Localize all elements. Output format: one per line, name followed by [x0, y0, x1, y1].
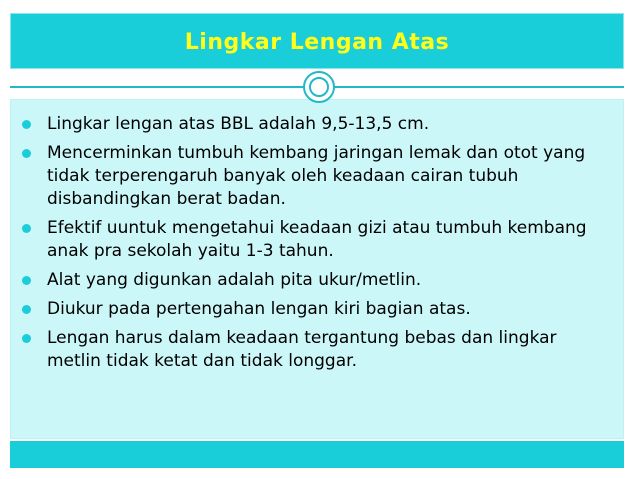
bullet-list — [20, 113, 610, 379]
bullet-text: Diukur pada pertengahan lengan kiri bagian atas. — [47, 299, 471, 319]
bullet-item — [20, 217, 610, 263]
bullet-item — [20, 269, 610, 292]
footer-bar — [10, 441, 624, 468]
bullet-dot-icon — [22, 276, 31, 285]
bullet-text: Alat yang digunkan adalah pita ukur/metlin. — [47, 270, 422, 290]
title-bar — [10, 13, 624, 69]
bullet-dot-icon — [22, 149, 31, 158]
slide-title: Lingkar Lengan Atas — [184, 30, 450, 55]
bullet-text: Efektif uuntuk mengetahui keadaan gizi atau tumbuh kembang anak pra sekolah yaitu 1-3 tahun. — [47, 218, 587, 261]
bullet-item — [20, 298, 610, 321]
circle-ornament-icon — [303, 71, 335, 103]
circle-ornament-inner — [309, 77, 329, 97]
bullet-item — [20, 142, 610, 211]
bullet-item — [20, 327, 610, 373]
bullet-item — [20, 113, 610, 136]
bullet-dot-icon — [22, 120, 31, 129]
bullet-text: Mencerminkan tumbuh kembang jaringan lemak dan otot yang tidak terperengaruh banyak oleh keadaan cairan tubuh disbandingkan berat badan. — [47, 143, 586, 209]
bullet-dot-icon — [22, 305, 31, 314]
bullet-text: Lengan harus dalam keadaan tergantung bebas dan lingkar metlin tidak ketat dan tidak longgar. — [47, 328, 557, 371]
bullet-dot-icon — [22, 224, 31, 233]
bullet-text: Lingkar lengan atas BBL adalah 9,5-13,5 cm. — [47, 114, 430, 134]
bullet-dot-icon — [22, 334, 31, 343]
